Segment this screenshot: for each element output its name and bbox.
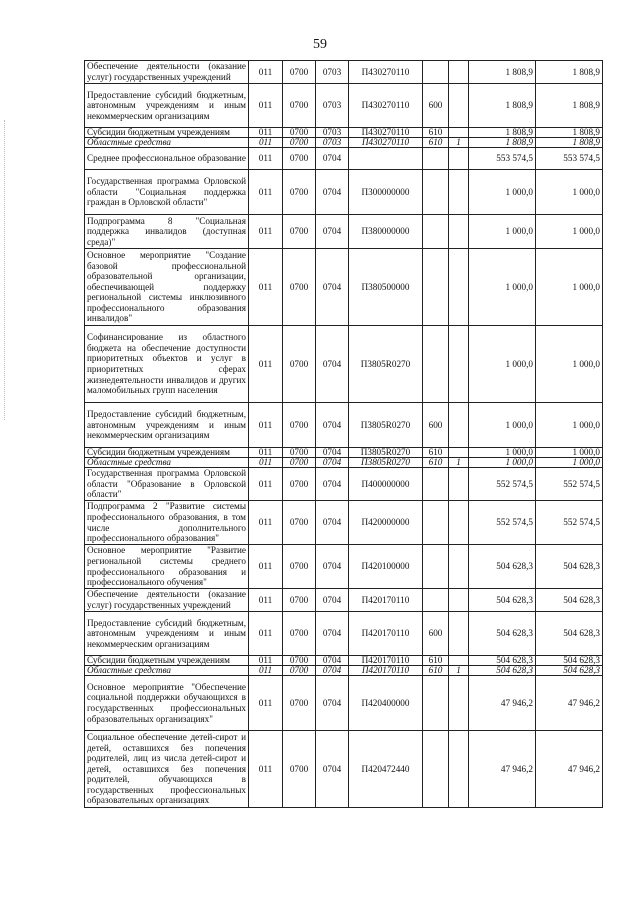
funding-source-cell bbox=[449, 656, 469, 666]
funding-source-cell bbox=[449, 326, 469, 403]
margin-dotted-line bbox=[4, 120, 5, 420]
funding-source-cell bbox=[449, 148, 469, 170]
subsection-code-cell: 0704 bbox=[316, 666, 349, 676]
amount-cell-2: 47 946,2 bbox=[536, 676, 603, 731]
amount-cell-2: 504 628,3 bbox=[536, 656, 603, 666]
expense-type-cell: 610 bbox=[423, 666, 449, 676]
funding-source-cell: 1 bbox=[449, 138, 469, 148]
subsection-code-cell: 0704 bbox=[316, 458, 349, 468]
target-article-cell: П380000000 bbox=[349, 215, 423, 249]
amount-cell-2: 1 000,0 bbox=[536, 403, 603, 448]
section-code-cell: 0700 bbox=[283, 249, 316, 326]
row-name-cell: Предоставление субсидий бюджетным, автономным учреждениям и иным некоммерческим организациям bbox=[85, 403, 249, 448]
row-name-cell: Обеспечение деятельности (оказание услуг) государственных учреждений bbox=[85, 589, 249, 612]
expense-type-cell: 610 bbox=[423, 458, 449, 468]
grbs-code-cell: 011 bbox=[249, 326, 283, 403]
row-name-cell: Основное мероприятие "Создание базовой профессиональной образовательной организации, обеспечивающей поддержку региональной системы инклюзивного профессионального образования инвалидов" bbox=[85, 249, 249, 326]
funding-source-cell bbox=[449, 215, 469, 249]
section-code-cell: 0700 bbox=[283, 468, 316, 501]
subsection-code-cell: 0704 bbox=[316, 656, 349, 666]
subsection-code-cell: 0704 bbox=[316, 326, 349, 403]
target-article-cell: П420400000 bbox=[349, 676, 423, 731]
grbs-code-cell: 011 bbox=[249, 458, 283, 468]
grbs-code-cell: 011 bbox=[249, 249, 283, 326]
funding-source-cell bbox=[449, 731, 469, 808]
amount-cell: 504 628,3 bbox=[469, 612, 536, 656]
table-row bbox=[85, 215, 603, 249]
row-name-cell: Государственная программа Орловской области "Социальная поддержка граждан в Орловской области" bbox=[85, 170, 249, 215]
section-code-cell: 0700 bbox=[283, 138, 316, 148]
table-row bbox=[85, 128, 603, 138]
section-code-cell: 0700 bbox=[283, 589, 316, 612]
row-name-cell: Субсидии бюджетным учреждениям bbox=[85, 448, 249, 458]
table-row bbox=[85, 61, 603, 84]
subsection-code-cell: 0704 bbox=[316, 731, 349, 808]
section-code-cell: 0700 bbox=[283, 326, 316, 403]
table-row bbox=[85, 249, 603, 326]
amount-cell: 1 000,0 bbox=[469, 448, 536, 458]
expense-type-cell bbox=[423, 148, 449, 170]
funding-source-cell bbox=[449, 249, 469, 326]
amount-cell: 504 628,3 bbox=[469, 545, 536, 589]
amount-cell: 47 946,2 bbox=[469, 676, 536, 731]
expense-type-cell bbox=[423, 501, 449, 545]
subsection-code-cell: 0704 bbox=[316, 545, 349, 589]
amount-cell: 552 574,5 bbox=[469, 468, 536, 501]
amount-cell-2: 1 000,0 bbox=[536, 458, 603, 468]
target-article-cell: П400000000 bbox=[349, 468, 423, 501]
row-name-cell: Основное мероприятие "Обеспечение социальной поддержки обучающихся в государственных профессиональных образовательных организациях" bbox=[85, 676, 249, 731]
subsection-code-cell: 0704 bbox=[316, 249, 349, 326]
section-code-cell: 0700 bbox=[283, 148, 316, 170]
expense-type-cell: 600 bbox=[423, 612, 449, 656]
table-row bbox=[85, 403, 603, 448]
table-row bbox=[85, 656, 603, 666]
amount-cell-2: 553 574,5 bbox=[536, 148, 603, 170]
table-row bbox=[85, 138, 603, 148]
funding-source-cell bbox=[449, 468, 469, 501]
target-article-cell: П420170110 bbox=[349, 666, 423, 676]
section-code-cell: 0700 bbox=[283, 170, 316, 215]
amount-cell: 504 628,3 bbox=[469, 589, 536, 612]
funding-source-cell bbox=[449, 589, 469, 612]
target-article-cell: П3805R0270 bbox=[349, 458, 423, 468]
grbs-code-cell: 011 bbox=[249, 612, 283, 656]
amount-cell: 504 628,3 bbox=[469, 656, 536, 666]
target-article-cell: П3805R0270 bbox=[349, 403, 423, 448]
subsection-code-cell: 0704 bbox=[316, 215, 349, 249]
expense-type-cell: 600 bbox=[423, 403, 449, 448]
expense-type-cell: 610 bbox=[423, 128, 449, 138]
amount-cell: 504 628,3 bbox=[469, 666, 536, 676]
section-code-cell: 0700 bbox=[283, 501, 316, 545]
amount-cell: 1 808,9 bbox=[469, 128, 536, 138]
grbs-code-cell: 011 bbox=[249, 403, 283, 448]
amount-cell-2: 504 628,3 bbox=[536, 545, 603, 589]
amount-cell-2: 1 000,0 bbox=[536, 326, 603, 403]
funding-source-cell bbox=[449, 84, 469, 128]
funding-source-cell bbox=[449, 403, 469, 448]
amount-cell: 1 000,0 bbox=[469, 326, 536, 403]
section-code-cell: 0700 bbox=[283, 84, 316, 128]
subsection-code-cell: 0703 bbox=[316, 138, 349, 148]
amount-cell-2: 47 946,2 bbox=[536, 731, 603, 808]
amount-cell: 1 000,0 bbox=[469, 249, 536, 326]
section-code-cell: 0700 bbox=[283, 458, 316, 468]
section-code-cell: 0700 bbox=[283, 612, 316, 656]
funding-source-cell: 1 bbox=[449, 666, 469, 676]
funding-source-cell bbox=[449, 612, 469, 656]
row-name-cell: Основное мероприятие "Развитие региональной системы среднего профессионального образования и профессионального обучения" bbox=[85, 545, 249, 589]
grbs-code-cell: 011 bbox=[249, 666, 283, 676]
target-article-cell: П420170110 bbox=[349, 612, 423, 656]
grbs-code-cell: 011 bbox=[249, 84, 283, 128]
amount-cell-2: 1 000,0 bbox=[536, 448, 603, 458]
table-row bbox=[85, 501, 603, 545]
amount-cell-2: 1 808,9 bbox=[536, 138, 603, 148]
subsection-code-cell: 0704 bbox=[316, 403, 349, 448]
page-number: 59 bbox=[313, 37, 327, 52]
row-name-cell: Обеспечение деятельности (оказание услуг) государственных учреждений bbox=[85, 61, 249, 84]
target-article-cell: П300000000 bbox=[349, 170, 423, 215]
funding-source-cell: 1 bbox=[449, 458, 469, 468]
target-article-cell: П420000000 bbox=[349, 501, 423, 545]
expense-type-cell: 610 bbox=[423, 656, 449, 666]
grbs-code-cell: 011 bbox=[249, 589, 283, 612]
grbs-code-cell: 011 bbox=[249, 468, 283, 501]
amount-cell-2: 504 628,3 bbox=[536, 612, 603, 656]
subsection-code-cell: 0704 bbox=[316, 589, 349, 612]
section-code-cell: 0700 bbox=[283, 61, 316, 84]
expense-type-cell bbox=[423, 545, 449, 589]
expense-type-cell bbox=[423, 215, 449, 249]
amount-cell: 1 000,0 bbox=[469, 215, 536, 249]
section-code-cell: 0700 bbox=[283, 656, 316, 666]
expense-type-cell bbox=[423, 249, 449, 326]
table-row bbox=[85, 666, 603, 676]
section-code-cell: 0700 bbox=[283, 448, 316, 458]
amount-cell: 47 946,2 bbox=[469, 731, 536, 808]
amount-cell-2: 1 000,0 bbox=[536, 249, 603, 326]
target-article-cell: П420100000 bbox=[349, 545, 423, 589]
target-article-cell bbox=[349, 148, 423, 170]
funding-source-cell bbox=[449, 61, 469, 84]
table-row bbox=[85, 676, 603, 731]
expense-type-cell bbox=[423, 468, 449, 501]
row-name-cell: Софинансирование из областного бюджета на обеспечение доступности приоритетных объектов и услуг в приоритетных сферах жизнедеятельности инвалидов и других маломобильных групп населения bbox=[85, 326, 249, 403]
amount-cell-2: 1 000,0 bbox=[536, 215, 603, 249]
table-row bbox=[85, 84, 603, 128]
target-article-cell: П380500000 bbox=[349, 249, 423, 326]
section-code-cell: 0700 bbox=[283, 128, 316, 138]
expense-type-cell: 610 bbox=[423, 448, 449, 458]
row-name-cell: Подпрограмма 8 "Социальная поддержка инвалидов (доступная среда)" bbox=[85, 215, 249, 249]
section-code-cell: 0700 bbox=[283, 731, 316, 808]
amount-cell: 553 574,5 bbox=[469, 148, 536, 170]
table-row bbox=[85, 458, 603, 468]
amount-cell-2: 552 574,5 bbox=[536, 468, 603, 501]
section-code-cell: 0700 bbox=[283, 666, 316, 676]
expense-type-cell bbox=[423, 731, 449, 808]
target-article-cell: П3805R0270 bbox=[349, 326, 423, 403]
funding-source-cell bbox=[449, 501, 469, 545]
subsection-code-cell: 0704 bbox=[316, 612, 349, 656]
amount-cell: 1 808,9 bbox=[469, 61, 536, 84]
row-name-cell: Подпрограмма 2 "Развитие системы профессионального образования, в том числе дополнительного профессионального образования" bbox=[85, 501, 249, 545]
row-name-cell: Социальное обеспечение детей-сирот и детей, оставшихся без попечения родителей, лиц из числа детей-сирот и детей, оставшихся без попечения родителей, обучающихся в государственных профессиональных образовательных организациях bbox=[85, 731, 249, 808]
target-article-cell: П430270110 bbox=[349, 84, 423, 128]
grbs-code-cell: 011 bbox=[249, 170, 283, 215]
row-name-cell: Среднее профессиональное образование bbox=[85, 148, 249, 170]
grbs-code-cell: 011 bbox=[249, 676, 283, 731]
expense-type-cell bbox=[423, 676, 449, 731]
row-name-cell: Предоставление субсидий бюджетным, автономным учреждениям и иным некоммерческим организациям bbox=[85, 84, 249, 128]
amount-cell-2: 1 000,0 bbox=[536, 170, 603, 215]
target-article-cell: П420170110 bbox=[349, 656, 423, 666]
funding-source-cell bbox=[449, 545, 469, 589]
table-row bbox=[85, 468, 603, 501]
grbs-code-cell: 011 bbox=[249, 448, 283, 458]
table-row bbox=[85, 148, 603, 170]
funding-source-cell bbox=[449, 128, 469, 138]
table-row bbox=[85, 589, 603, 612]
amount-cell: 1 000,0 bbox=[469, 403, 536, 448]
section-code-cell: 0700 bbox=[283, 545, 316, 589]
section-code-cell: 0700 bbox=[283, 676, 316, 731]
amount-cell-2: 1 808,9 bbox=[536, 84, 603, 128]
table-row bbox=[85, 545, 603, 589]
grbs-code-cell: 011 bbox=[249, 138, 283, 148]
expense-type-cell: 600 bbox=[423, 84, 449, 128]
subsection-code-cell: 0704 bbox=[316, 468, 349, 501]
amount-cell: 1 000,0 bbox=[469, 458, 536, 468]
row-name-cell: Субсидии бюджетным учреждениям bbox=[85, 656, 249, 666]
grbs-code-cell: 011 bbox=[249, 731, 283, 808]
grbs-code-cell: 011 bbox=[249, 128, 283, 138]
amount-cell: 1 808,9 bbox=[469, 84, 536, 128]
subsection-code-cell: 0704 bbox=[316, 501, 349, 545]
subsection-code-cell: 0704 bbox=[316, 170, 349, 215]
table-row bbox=[85, 326, 603, 403]
expense-type-cell bbox=[423, 61, 449, 84]
budget-table-body bbox=[85, 61, 603, 808]
table-row bbox=[85, 731, 603, 808]
grbs-code-cell: 011 bbox=[249, 61, 283, 84]
amount-cell-2: 504 628,3 bbox=[536, 589, 603, 612]
target-article-cell: П430270110 bbox=[349, 128, 423, 138]
expense-type-cell bbox=[423, 589, 449, 612]
row-name-cell: Областные средства bbox=[85, 458, 249, 468]
target-article-cell: П420472440 bbox=[349, 731, 423, 808]
table-row bbox=[85, 170, 603, 215]
budget-table bbox=[84, 60, 603, 808]
subsection-code-cell: 0704 bbox=[316, 676, 349, 731]
subsection-code-cell: 0704 bbox=[316, 448, 349, 458]
target-article-cell: П3805R0270 bbox=[349, 448, 423, 458]
amount-cell: 552 574,5 bbox=[469, 501, 536, 545]
target-article-cell: П430270110 bbox=[349, 138, 423, 148]
expense-type-cell: 610 bbox=[423, 138, 449, 148]
grbs-code-cell: 011 bbox=[249, 148, 283, 170]
grbs-code-cell: 011 bbox=[249, 545, 283, 589]
target-article-cell: П430270110 bbox=[349, 61, 423, 84]
target-article-cell: П420170110 bbox=[349, 589, 423, 612]
amount-cell: 1 808,9 bbox=[469, 138, 536, 148]
funding-source-cell bbox=[449, 676, 469, 731]
row-name-cell: Областные средства bbox=[85, 138, 249, 148]
table-row bbox=[85, 612, 603, 656]
grbs-code-cell: 011 bbox=[249, 656, 283, 666]
expense-type-cell bbox=[423, 326, 449, 403]
grbs-code-cell: 011 bbox=[249, 501, 283, 545]
subsection-code-cell: 0703 bbox=[316, 84, 349, 128]
amount-cell-2: 552 574,5 bbox=[536, 501, 603, 545]
subsection-code-cell: 0703 bbox=[316, 128, 349, 138]
table-row bbox=[85, 448, 603, 458]
amount-cell: 1 000,0 bbox=[469, 170, 536, 215]
row-name-cell: Государственная программа Орловской области "Образование в Орловской области" bbox=[85, 468, 249, 501]
amount-cell-2: 1 808,9 bbox=[536, 61, 603, 84]
grbs-code-cell: 011 bbox=[249, 215, 283, 249]
funding-source-cell bbox=[449, 170, 469, 215]
subsection-code-cell: 0703 bbox=[316, 61, 349, 84]
expense-type-cell bbox=[423, 170, 449, 215]
row-name-cell: Областные средства bbox=[85, 666, 249, 676]
funding-source-cell bbox=[449, 448, 469, 458]
amount-cell-2: 1 808,9 bbox=[536, 128, 603, 138]
row-name-cell: Предоставление субсидий бюджетным, автономным учреждениям и иным некоммерческим организациям bbox=[85, 612, 249, 656]
section-code-cell: 0700 bbox=[283, 403, 316, 448]
section-code-cell: 0700 bbox=[283, 215, 316, 249]
amount-cell-2: 504 628,3 bbox=[536, 666, 603, 676]
subsection-code-cell: 0704 bbox=[316, 148, 349, 170]
row-name-cell: Субсидии бюджетным учреждениям bbox=[85, 128, 249, 138]
